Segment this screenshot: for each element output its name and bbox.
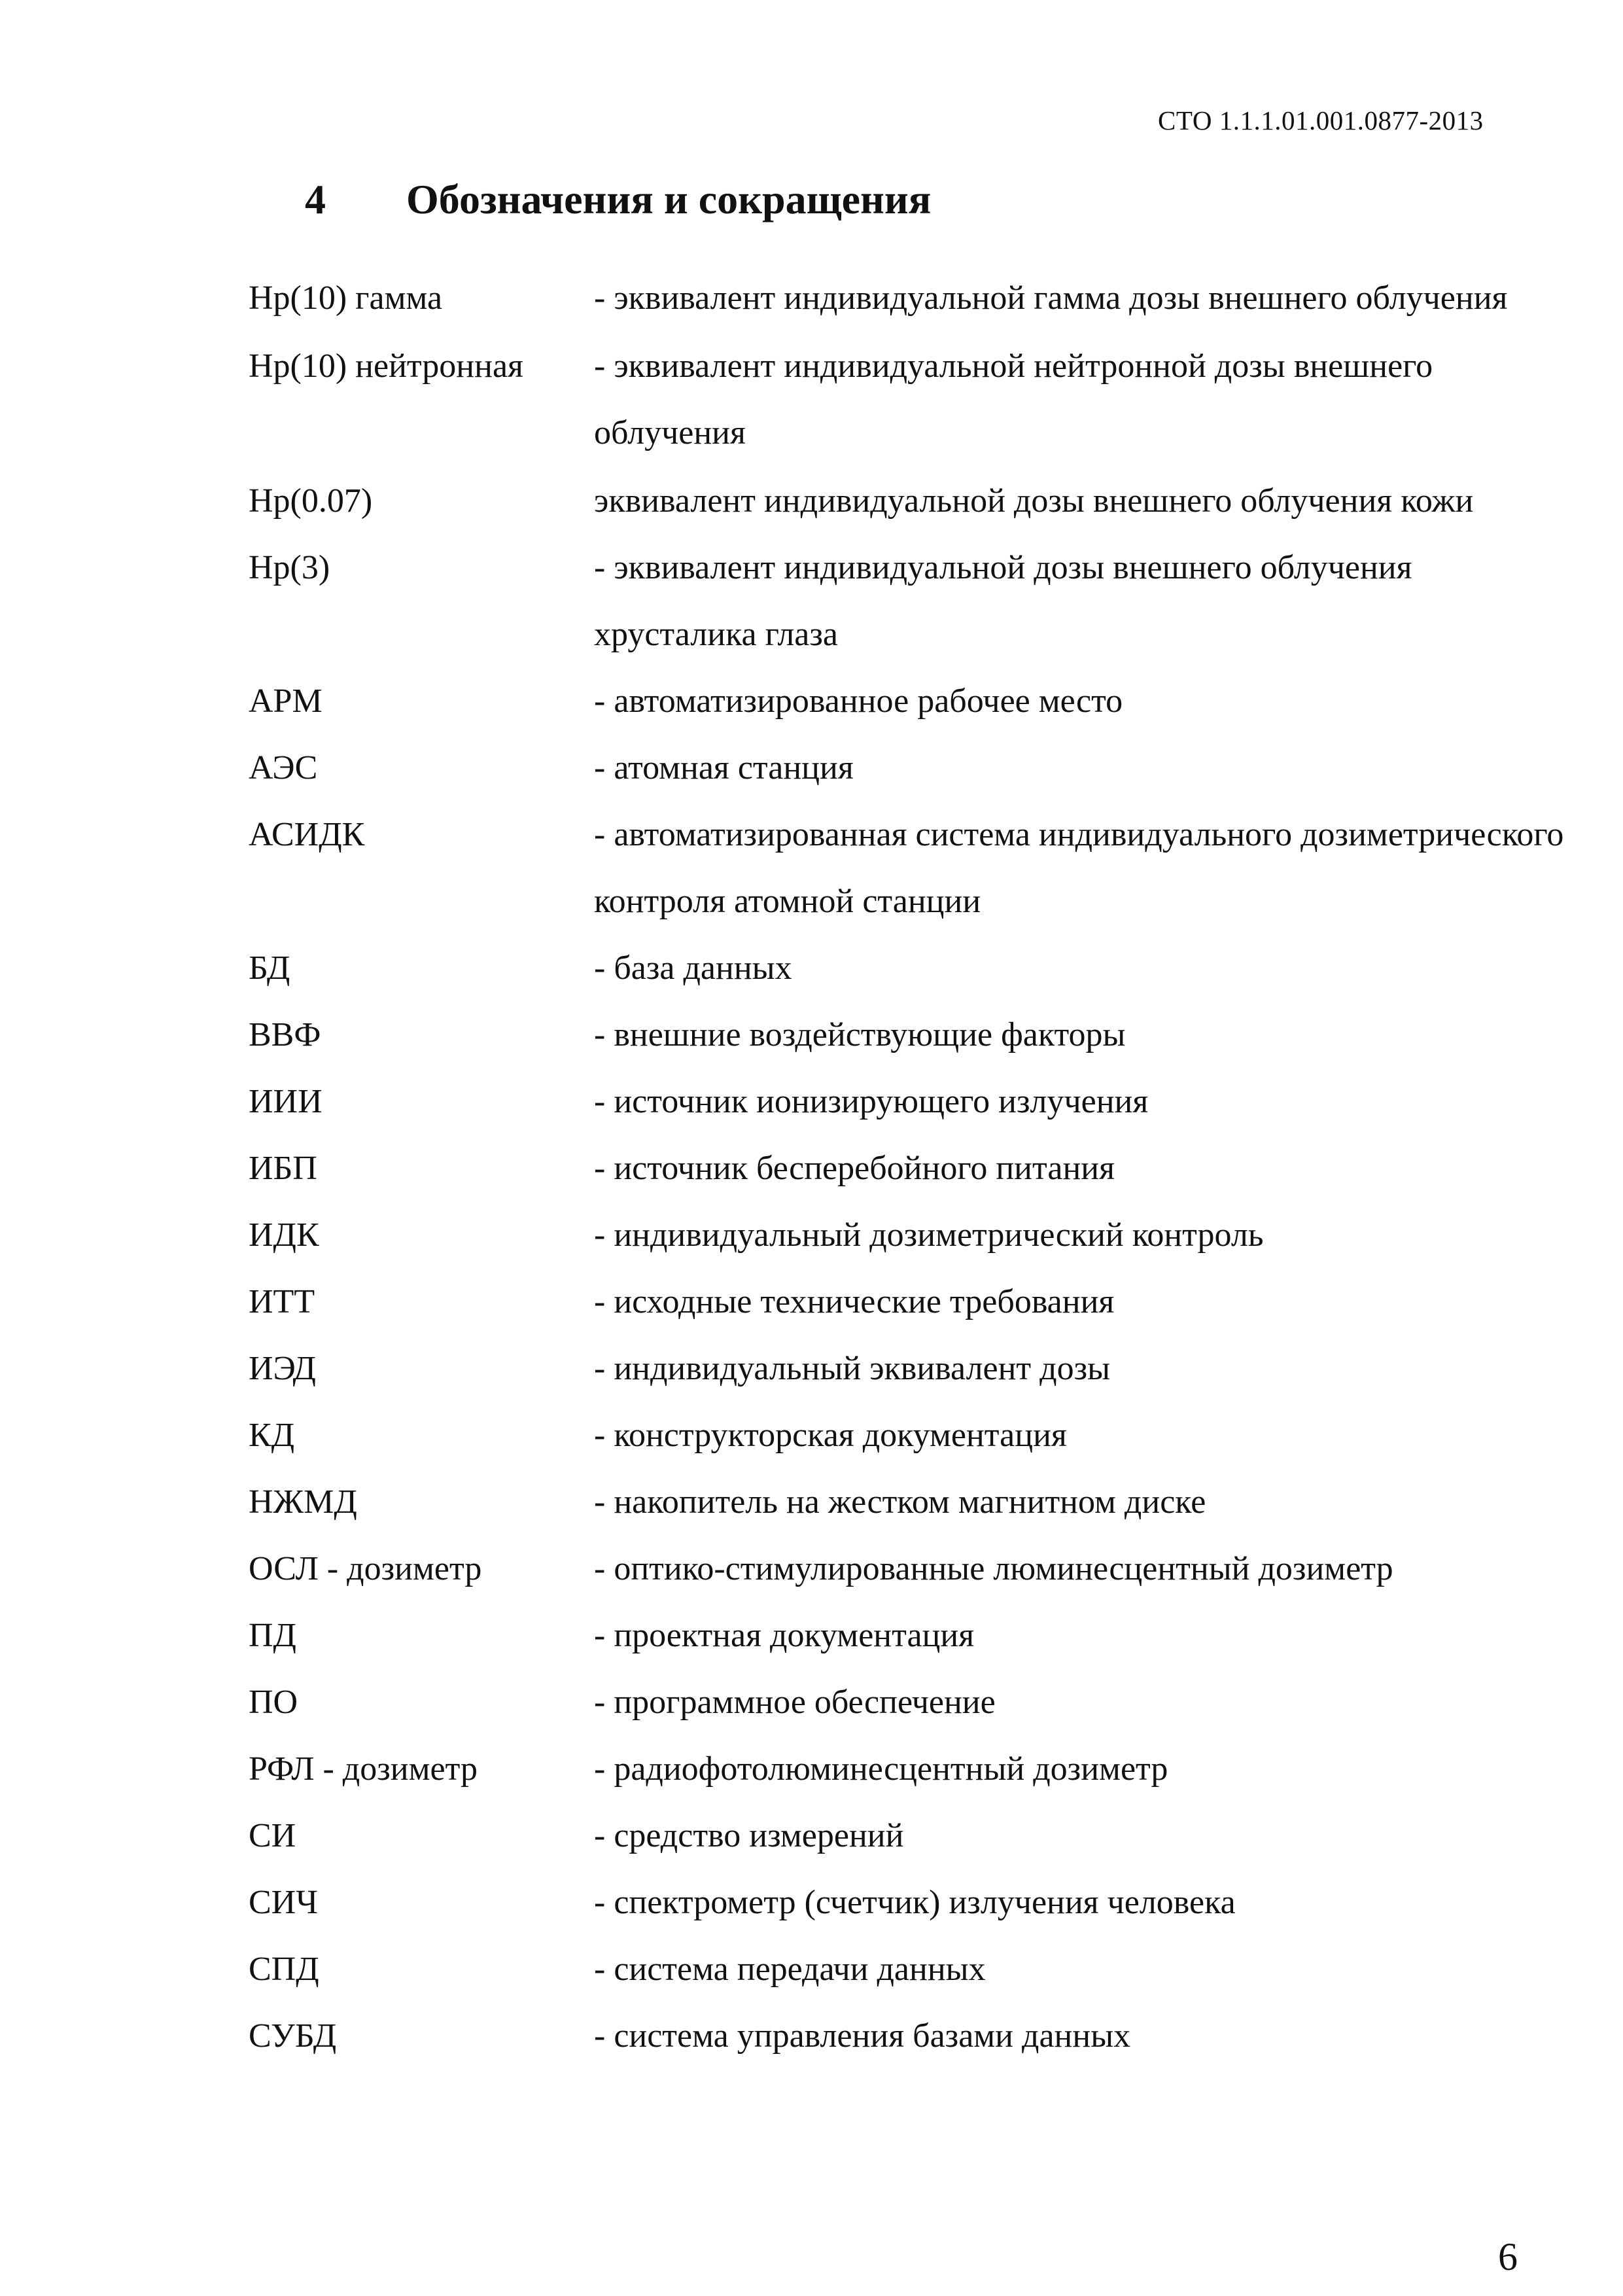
abbreviation-definition: - атомная станция <box>594 749 854 786</box>
abbreviation-term: Hp(10) нейтронная <box>249 347 523 385</box>
abbreviation-term: ИЭД <box>249 1350 316 1387</box>
section-number: 4 <box>305 176 326 222</box>
abbreviation-definition: - автоматизированное рабочее место <box>594 682 1123 720</box>
abbreviation-term: СУБД <box>249 2017 337 2055</box>
abbreviation-definition: - эквивалент индивидуальной дозы внешнего облучения хрусталика глаза <box>594 549 1412 653</box>
section-title: Обозначения и сокращения <box>406 176 932 222</box>
abbreviation-term: ИДК <box>249 1216 319 1254</box>
abbreviation-row <box>249 735 1570 802</box>
abbreviation-definition: - эквивалент индивидуальной гамма дозы внешнего облучения <box>594 279 1508 317</box>
abbreviation-definition: - программное обеспечение <box>594 1684 996 1721</box>
abbreviation-term: АЭС <box>249 749 318 786</box>
abbreviation-definition: - источник бесперебойного питания <box>594 1150 1115 1187</box>
abbreviation-row <box>249 668 1570 735</box>
abbreviation-definition: - внешние воздействующие факторы <box>594 1016 1126 1053</box>
abbreviation-term: ПО <box>249 1684 298 1721</box>
abbreviation-definition: - радиофотолюминесцентный дозиметр <box>594 1750 1168 1788</box>
abbreviation-row <box>249 1269 1570 1335</box>
abbreviation-row <box>249 333 1570 467</box>
abbreviation-term: ВВФ <box>249 1016 321 1053</box>
abbreviation-row <box>249 1202 1570 1269</box>
abbreviation-row <box>249 468 1570 535</box>
page-number: 6 <box>1498 2235 1518 2278</box>
abbreviation-row <box>249 1469 1570 1536</box>
abbreviation-row <box>249 1936 1570 2003</box>
abbreviation-row <box>249 1736 1570 1803</box>
abbreviation-term: ИТТ <box>249 1283 315 1320</box>
abbreviation-row <box>249 1069 1570 1135</box>
abbreviation-row <box>249 1669 1570 1736</box>
abbreviation-term: Hp(3) <box>249 549 330 586</box>
abbreviation-term: ИБП <box>249 1150 317 1187</box>
document-code: СТО 1.1.1.01.001.0877-2013 <box>1158 105 1484 135</box>
abbreviation-row <box>249 1135 1570 1202</box>
abbreviation-term: Hp(0.07) <box>249 482 373 520</box>
abbreviation-definition: - конструкторская документация <box>594 1417 1067 1454</box>
abbreviation-definition: - система передачи данных <box>594 1951 986 1988</box>
abbreviation-term: СИ <box>249 1817 296 1854</box>
abbreviation-definition: - система управления базами данных <box>594 2017 1131 2055</box>
abbreviation-row <box>249 802 1570 935</box>
abbreviation-definition: - источник ионизирующего излучения <box>594 1083 1149 1120</box>
abbreviation-term: Hp(10) гамма <box>249 279 443 317</box>
abbreviation-term: НЖМД <box>249 1483 357 1521</box>
section-heading <box>305 175 931 224</box>
abbreviation-term: СИЧ <box>249 1884 319 1921</box>
abbreviation-row <box>249 1602 1570 1669</box>
abbreviation-definition: - проектная документация <box>594 1617 975 1654</box>
abbreviation-definition: - автоматизированная система индивидуального дозиметрического контроля атомной станции <box>594 816 1564 920</box>
abbreviation-definition: - индивидуальный эквивалент дозы <box>594 1350 1111 1387</box>
abbreviation-term: ОСЛ - дозиметр <box>249 1550 482 1587</box>
abbreviation-row <box>249 535 1570 668</box>
abbreviation-row <box>249 265 1570 332</box>
abbreviation-term: РФЛ - дозиметр <box>249 1750 478 1788</box>
abbreviation-row <box>249 1002 1570 1069</box>
abbreviation-row <box>249 1869 1570 1936</box>
abbreviation-definition: - эквивалент индивидуальной нейтронной дозы внешнего облучения <box>594 347 1433 451</box>
abbreviation-definition: - исходные технические требования <box>594 1283 1115 1320</box>
abbreviation-row <box>249 1335 1570 1402</box>
abbreviation-term: КД <box>249 1417 295 1454</box>
abbreviation-term: ПД <box>249 1617 297 1654</box>
abbreviation-definition: - индивидуальный дозиметрический контроль <box>594 1216 1264 1254</box>
abbreviation-term: СПД <box>249 1951 319 1988</box>
abbreviation-term: БД <box>249 949 290 987</box>
abbreviation-row <box>249 1536 1570 1602</box>
abbreviation-term: АСИДК <box>249 816 365 853</box>
abbreviation-row <box>249 935 1570 1002</box>
abbreviation-term: ИИИ <box>249 1083 323 1120</box>
abbreviation-definition: - накопитель на жестком магнитном диске <box>594 1483 1206 1521</box>
abbreviation-definition: - средство измерений <box>594 1817 904 1854</box>
abbreviation-row <box>249 2003 1570 2070</box>
abbreviation-row <box>249 1402 1570 1469</box>
abbreviation-term: АРМ <box>249 682 323 720</box>
abbreviation-definition: эквивалент индивидуальной дозы внешнего облучения кожи <box>594 482 1474 520</box>
abbreviation-definition: - база данных <box>594 949 792 987</box>
abbreviation-definition: - спектрометр (счетчик) излучения человека <box>594 1884 1236 1921</box>
abbreviation-row <box>249 1803 1570 1869</box>
abbreviation-list <box>249 265 1570 2070</box>
abbreviation-definition: - оптико-стимулированные люминесцентный дозиметр <box>594 1550 1393 1587</box>
